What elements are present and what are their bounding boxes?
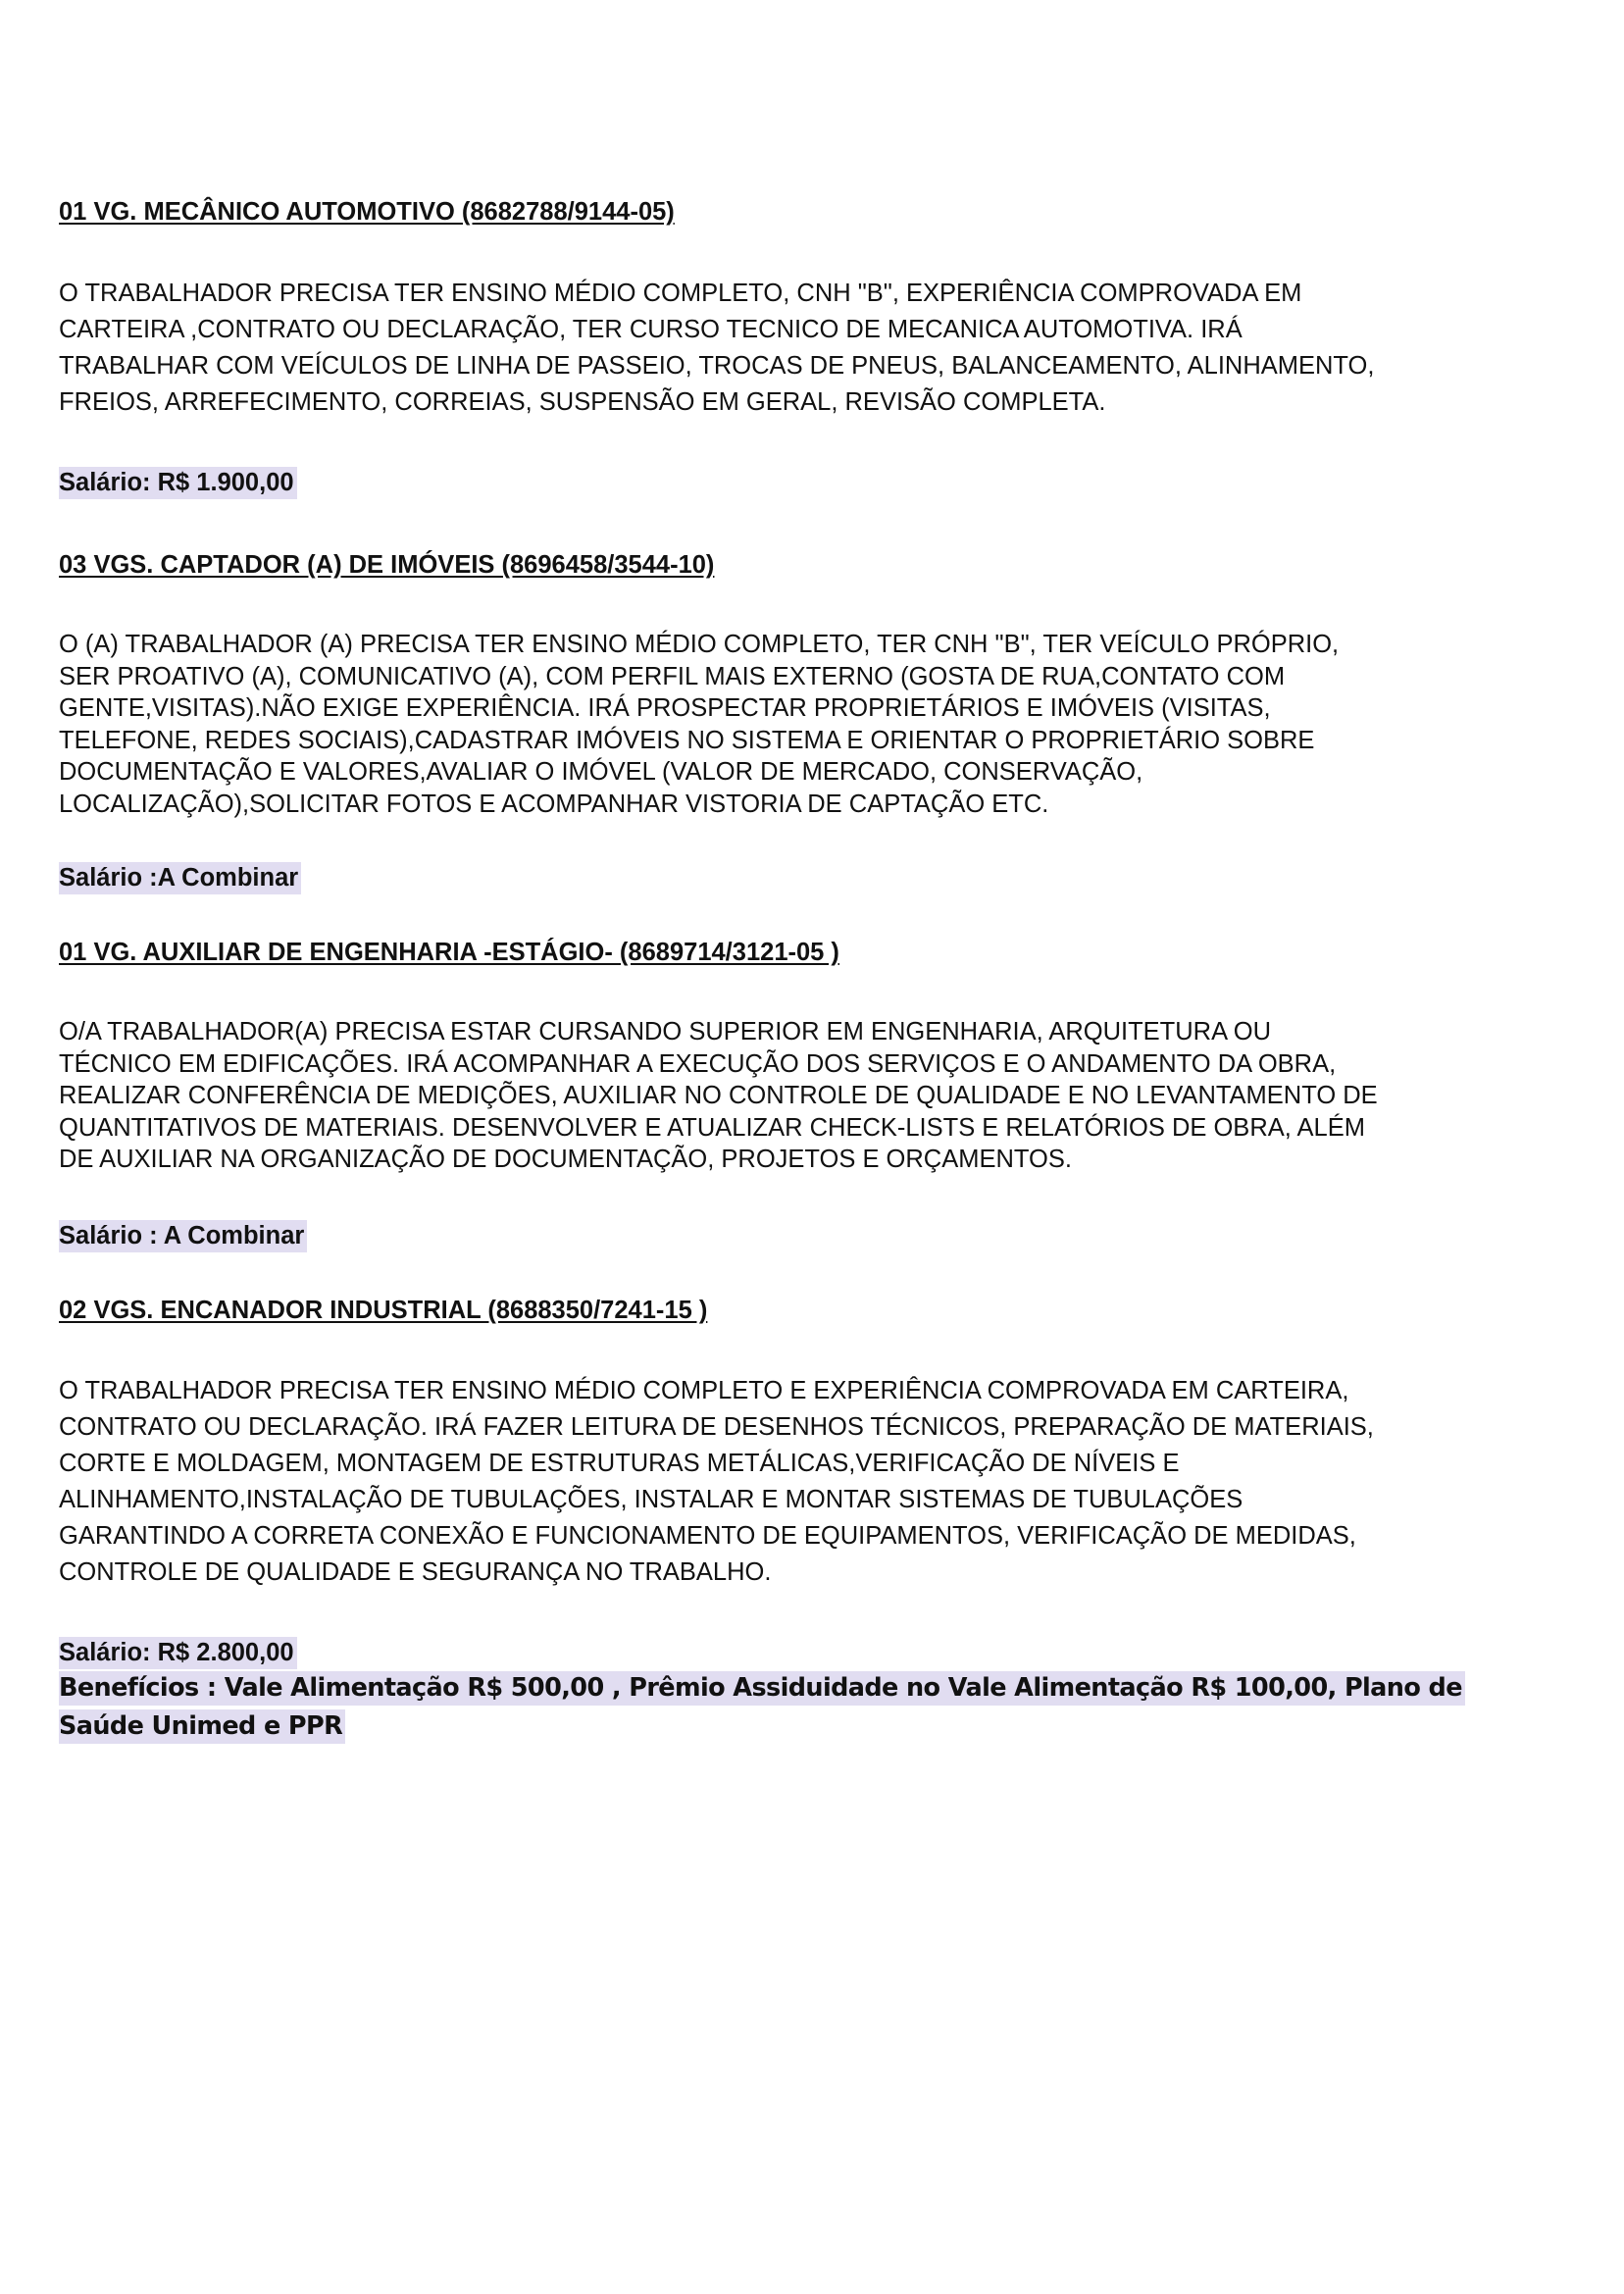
job-benefits [59, 1669, 1510, 1746]
job-title: 02 VGS. ENCANADOR INDUSTRIAL (8688350/7241-15 ) [59, 1297, 708, 1324]
salary-highlight: Salário: R$ 2.800,00 [59, 1637, 297, 1669]
job-description: O TRABALHADOR PRECISA TER ENSINO MÉDIO COMPLETO, CNH "B", EXPERIÊNCIA COMPROVADA EM CARTEIRA ,CONTRATO OU DECLARAÇÃO, TER CURSO TECNICO DE MECANICA AUTOMOTIVA. IRÁ TRABALHAR COM VEÍCULOS DE LINHA DE PASSEIO, TROCAS DE PNEUS, BALANCEAMENTO, ALINHAMENTO, FREIOS, ARREFECIMENTO, CORREIAS, SUSPENSÃO EM GERAL, REVISÃO COMPLETA. [59, 280, 1375, 416]
salary-highlight: Salário : A Combinar [59, 1220, 307, 1252]
job-salary [59, 1221, 307, 1251]
job-description: O TRABALHADOR PRECISA TER ENSINO MÉDIO COMPLETO E EXPERIÊNCIA COMPROVADA EM CARTEIRA, CONTRATO OU DECLARAÇÃO. IRÁ FAZER LEITURA DE DESENHOS TÉCNICOS, PREPARAÇÃO DE MATERIAIS, CORTE E MOLDAGEM, MONTAGEM DE ESTRUTURAS METÁLICAS,VERIFICAÇÃO DE NÍVEIS E ALINHAMENTO,INSTALAÇÃO DE TUBULAÇÕES, INSTALAR E MONTAR SISTEMAS DE TUBULAÇÕES GARANTINDO A CORRETA CONEXÃO E FUNCIONAMENTO DE EQUIPAMENTOS, VERIFICAÇÃO DE MEDIDAS, CONTROLE DE QUALIDADE E SEGURANÇA NO TRABALHO. [59, 1377, 1374, 1586]
job-salary [59, 468, 297, 498]
job-salary [59, 1638, 297, 1668]
salary-highlight: Salário :A Combinar [59, 862, 301, 894]
job-title: 01 VG. MECÂNICO AUTOMOTIVO (8682788/9144-05) [59, 198, 675, 226]
salary-highlight: Salário: R$ 1.900,00 [59, 467, 297, 499]
job-title: 03 VGS. CAPTADOR (A) DE IMÓVEIS (8696458/3544-10) [59, 551, 715, 579]
job-title: 01 VG. AUXILIAR DE ENGENHARIA -ESTÁGIO- (8689714/3121-05 ) [59, 939, 839, 966]
job-description: O/A TRABALHADOR(A) PRECISA ESTAR CURSANDO SUPERIOR EM ENGENHARIA, ARQUITETURA OU TÉCNICO EM EDIFICAÇÕES. IRÁ ACOMPANHAR A EXECUÇÃO DOS SERVIÇOS E O ANDAMENTO DA OBRA, REALIZAR CONFERÊNCIA DE MEDIÇÕES, AUXILIAR NO CONTROLE DE QUALIDADE E NO LEVANTAMENTO DE QUANTITATIVOS DE MATERIAIS. DESENVOLVER E ATUALIZAR CHECK-LISTS E RELATÓRIOS DE OBRA, ALÉM DE AUXILIAR NA ORGANIZAÇÃO DE DOCUMENTAÇÃO, PROJETOS E ORÇAMENTOS. [59, 1018, 1378, 1173]
benefits-highlight: Benefícios : Vale Alimentação R$ 500,00 , Prêmio Assiduidade no Vale Alimentação R$ 100,00, Plano de Saúde Unimed e PPR [59, 1671, 1465, 1744]
job-description: O (A) TRABALHADOR (A) PRECISA TER ENSINO MÉDIO COMPLETO, TER CNH "B", TER VEÍCULO PRÓPRIO, SER PROATIVO (A), COMUNICATIVO (A), COM PERFIL MAIS EXTERNO (GOSTA DE RUA,CONTATO COM GENTE,VISITAS).NÃO EXIGE EXPERIÊNCIA. IRÁ PROSPECTAR PROPRIETÁRIOS E IMÓVEIS (VISITAS, TELEFONE, REDES SOCIAIS),CADASTRAR IMÓVEIS NO SISTEMA E ORIENTAR O PROPRIETÁRIO SOBRE DOCUMENTAÇÃO E VALORES,AVALIAR O IMÓVEL (VALOR DE MERCADO, CONSERVAÇÃO, LOCALIZAÇÃO),SOLICITAR FOTOS E ACOMPANHAR VISTORIA DE CAPTAÇÃO ETC. [59, 631, 1340, 818]
job-salary [59, 863, 301, 893]
